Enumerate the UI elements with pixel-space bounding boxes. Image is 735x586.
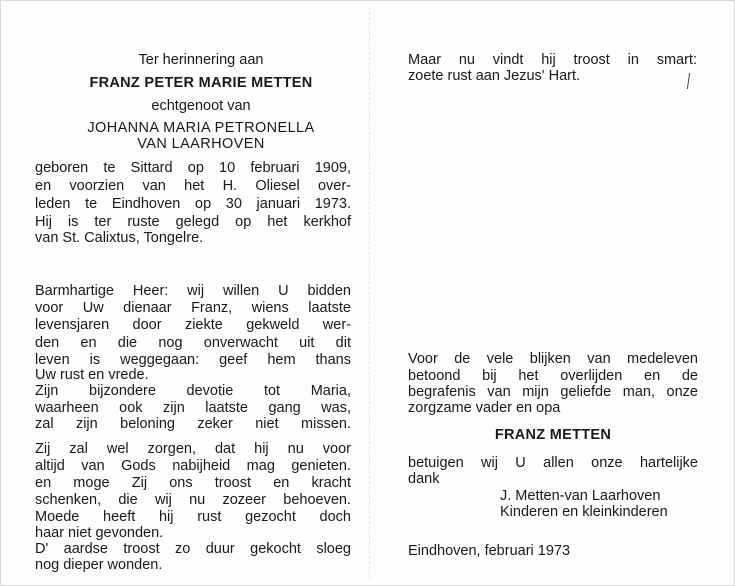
prayer-line: zal zijn beloning zeker niet missen. — [35, 416, 351, 432]
thanks-line: betoond bij het overlijden en de — [408, 368, 698, 384]
prayer-line: leven is weggegaan: geef hem thans — [35, 352, 351, 368]
prayer-line: nog dieper wonden. — [35, 557, 163, 573]
bio-line: en voorzien van het H. Oliesel over- — [35, 178, 351, 194]
signer-line: Kinderen en kleinkinderen — [500, 504, 668, 520]
prayer-line: schenken, die wij nu zozeer behoeven. — [35, 492, 351, 508]
spouse-name-line1: JOHANNA MARIA PETRONELLA — [87, 120, 315, 136]
prayer-line: voor Uw dienaar Franz, wiens laatste — [35, 300, 351, 316]
bio-line: van St. Calixtus, Tongelre. — [35, 230, 204, 246]
thanks-line: Voor de vele blijken van medeleven — [408, 351, 698, 367]
thanks-line: begrafenis van mijn geliefde man, onze — [408, 384, 698, 400]
bio-line: Hij is ter ruste gelegd op het kerkhof — [35, 214, 351, 230]
thanks2-line: betuigen wij U allen onze hartelijke — [408, 455, 698, 471]
prayer-line: haar niet gevonden. — [35, 525, 164, 541]
prayer-line: D' aardse troost zo duur gekocht sloeg — [35, 541, 351, 557]
fold-line — [369, 7, 370, 579]
verse-line: zoete rust aan Jezus' Hart. — [408, 68, 581, 84]
prayer-line: Zij zal wel zorgen, dat hij nu voor — [35, 441, 351, 457]
prayer-line: levensjaren door ziekte gekweld wer- — [35, 317, 351, 333]
prayer-line: waarheen ook zijn laatste gang was, — [35, 400, 351, 416]
prayer-line: en moge Zij ons troost en kracht — [35, 475, 351, 491]
pen-mark — [687, 73, 690, 89]
thanks-line: zorgzame vader en opa — [408, 400, 561, 416]
thanks-name: FRANZ METTEN — [494, 427, 612, 443]
bio-line: leden te Eindhoven op 30 januari 1973. — [35, 196, 351, 212]
place-date: Eindhoven, februari 1973 — [408, 543, 571, 559]
prayer-line: Zijn bijzondere devotie tot Maria, — [35, 383, 351, 399]
prayer-line: den en die nog onverwacht uit dit — [35, 335, 351, 351]
prayer-line: Uw rust en vrede. — [35, 367, 149, 383]
verse-line: Maar nu vindt hij troost in smart: — [408, 52, 697, 68]
header-remembrance: Ter herinnering aan — [138, 52, 264, 68]
prayer-line: Moede heeft hij rust gezocht doch — [35, 509, 351, 525]
prayer-line: Barmhartige Heer: wij willen U bidden — [35, 283, 351, 299]
deceased-name: FRANZ PETER MARIE METTEN — [89, 75, 313, 91]
bio-line: geboren te Sittard op 10 februari 1909, — [35, 160, 351, 176]
thanks2-line: dank — [408, 471, 440, 487]
relation-label: echtgenoot van — [151, 98, 251, 114]
signer-line: J. Metten-van Laarhoven — [500, 488, 661, 504]
prayer-line: altijd van Gods nabijheid mag genieten. — [35, 458, 351, 474]
spouse-name-line2: VAN LAARHOVEN — [137, 136, 265, 152]
